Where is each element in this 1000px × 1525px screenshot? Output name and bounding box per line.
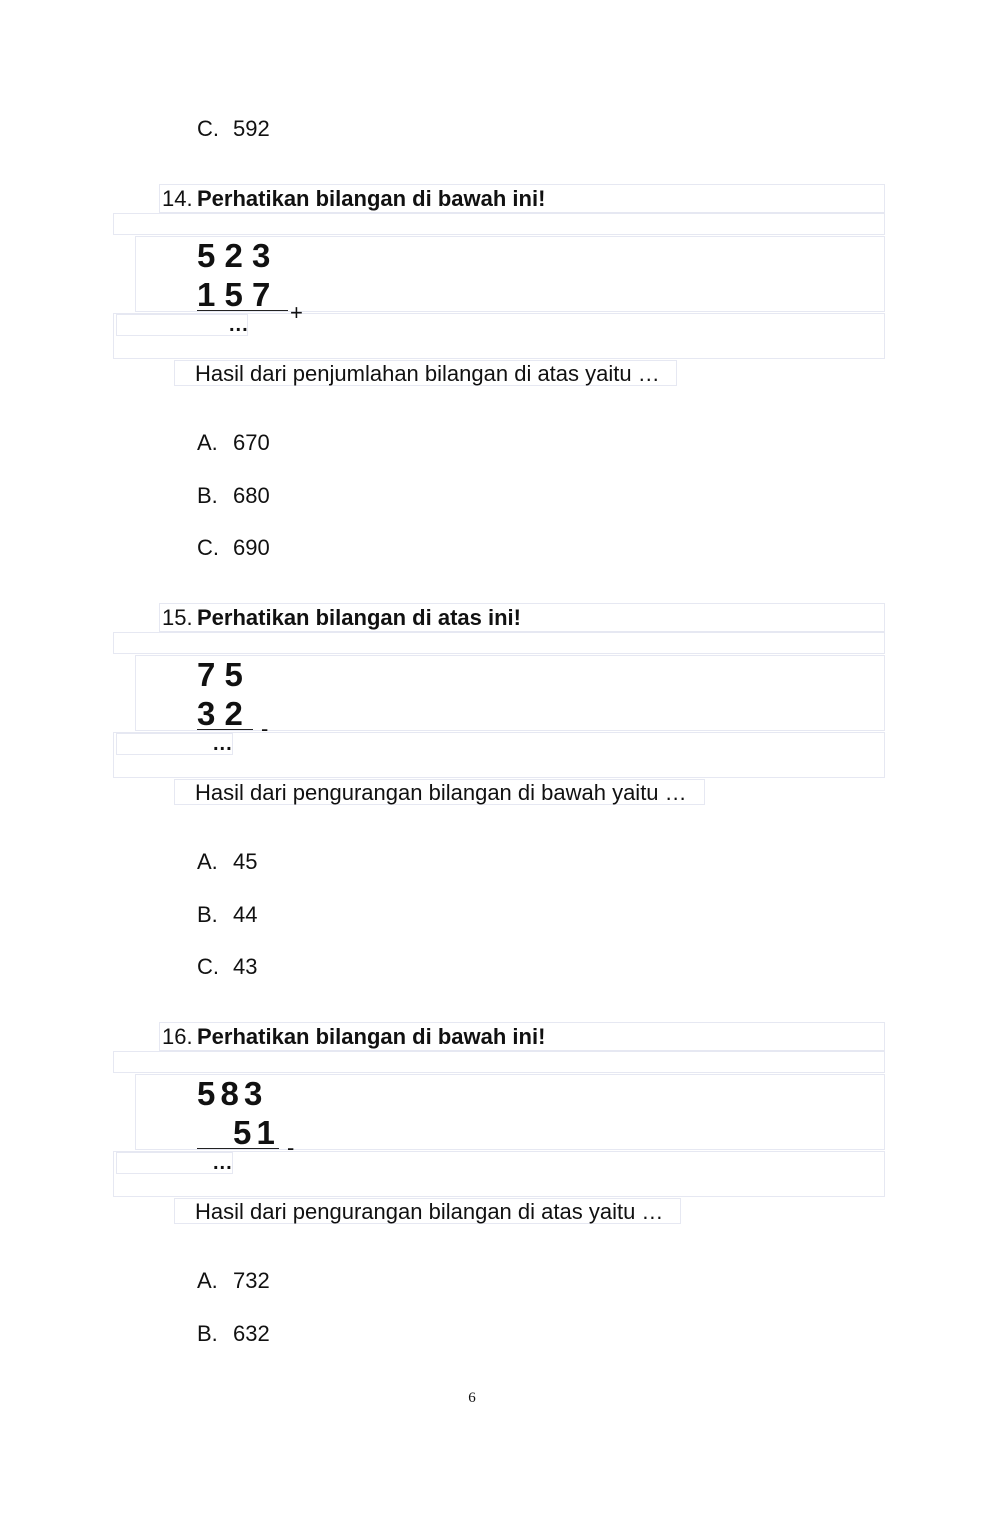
difference-line — [197, 1148, 279, 1149]
result-placeholder: ... — [213, 733, 233, 755]
option-value: 44 — [233, 902, 258, 927]
question-number: 16. — [162, 1024, 193, 1049]
plus-operator: + — [290, 300, 303, 325]
option-b[interactable] — [197, 902, 257, 928]
bottom-number: 5 1 — [233, 1114, 273, 1151]
question-number: 14. — [162, 186, 193, 211]
question-title — [162, 1024, 545, 1050]
question-title — [162, 186, 545, 212]
option-b[interactable] — [197, 483, 270, 509]
top-number: 5 2 3 — [197, 237, 271, 274]
question-text: Perhatikan bilangan di atas ini! — [197, 605, 521, 630]
page-number: 6 — [468, 1390, 476, 1406]
option-value: 690 — [233, 535, 270, 560]
option-a[interactable] — [197, 430, 270, 456]
option-c[interactable] — [197, 535, 270, 561]
question-title — [162, 605, 521, 631]
top-number: 7 5 — [197, 656, 243, 693]
option-a[interactable] — [197, 1268, 270, 1294]
option-value: 670 — [233, 430, 270, 455]
sum-line — [197, 310, 288, 311]
option-letter: C. — [197, 116, 219, 141]
top-number: 5 8 3 — [197, 1075, 261, 1112]
question-prompt: Hasil dari pengurangan bilangan di bawah yaitu … — [195, 780, 687, 805]
option-value: 680 — [233, 483, 270, 508]
option-b[interactable] — [197, 1321, 270, 1347]
minus-operator: - — [261, 716, 269, 741]
option-letter: C. — [197, 535, 219, 560]
option-value: 45 — [233, 849, 258, 874]
minus-operator: - — [287, 1135, 295, 1160]
option-letter: C. — [197, 954, 219, 979]
option-value: 732 — [233, 1268, 270, 1293]
option-letter: B. — [197, 1321, 218, 1346]
spacer-frame — [113, 632, 885, 654]
spacer-frame — [113, 213, 885, 235]
digits-frame — [135, 655, 885, 731]
bottom-number: 1 5 7 — [197, 276, 271, 313]
option-letter: B. — [197, 902, 218, 927]
result-placeholder: ... — [213, 1152, 233, 1174]
option-value: 632 — [233, 1321, 270, 1346]
option-value: 592 — [233, 116, 270, 141]
option-letter: A. — [197, 430, 218, 455]
option-c-previous[interactable] — [197, 116, 270, 142]
option-c[interactable] — [197, 954, 257, 980]
difference-line — [197, 729, 253, 730]
spacer-frame — [113, 1051, 885, 1073]
option-letter: B. — [197, 483, 218, 508]
option-letter: A. — [197, 1268, 218, 1293]
result-placeholder: ... — [229, 314, 249, 336]
option-a[interactable] — [197, 849, 257, 875]
option-value: 43 — [233, 954, 258, 979]
question-prompt: Hasil dari pengurangan bilangan di atas yaitu … — [195, 1199, 664, 1224]
question-text: Perhatikan bilangan di bawah ini! — [197, 186, 546, 211]
question-prompt: Hasil dari penjumlahan bilangan di atas yaitu … — [195, 361, 660, 386]
option-letter: A. — [197, 849, 218, 874]
question-number: 15. — [162, 605, 193, 630]
bottom-number: 3 2 — [197, 695, 243, 732]
question-text: Perhatikan bilangan di bawah ini! — [197, 1024, 546, 1049]
